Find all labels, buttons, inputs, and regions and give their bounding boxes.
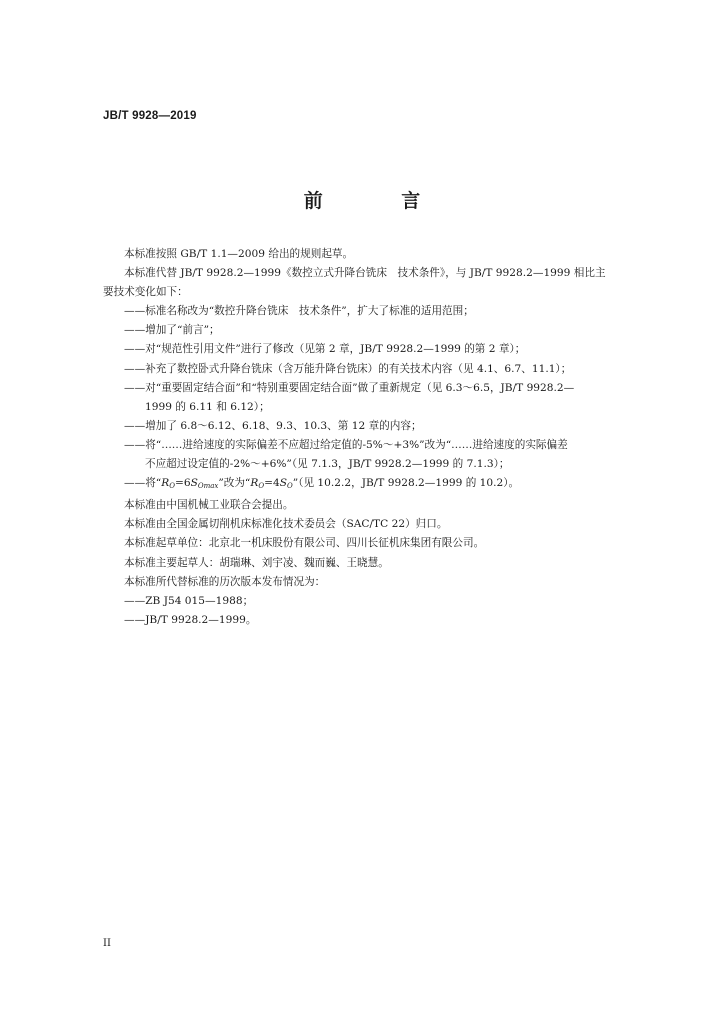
foreword-body: [103, 245, 623, 630]
formula-s2-subscript: O: [286, 482, 293, 491]
formula-r1-subscript: O: [169, 482, 175, 491]
change-item-8-mid: ”改为“: [218, 477, 251, 490]
paragraph-history-intro: 本标准所代替标准的历次版本发布情况为：: [124, 575, 326, 588]
paragraph-drafting-rules: 本标准按照 GB/T 1.1—2009 给出的规则起草。: [124, 248, 354, 260]
formula-r2: R: [250, 477, 259, 490]
change-item-1: ——标准名称改为“数控升降台铣床 技术条件”，扩大了标准的适用范围；: [124, 305, 474, 318]
formula-s1-subscript: Omax: [197, 482, 219, 491]
paragraph-drafters: 本标准主要起草人：胡瑞琳、刘宇凌、魏而巍、王晓慧。: [124, 556, 389, 569]
formula-s1: S: [190, 477, 198, 490]
change-item-8: [103, 474, 623, 496]
standard-code: JB/T 9928—2019: [103, 110, 197, 122]
formula-s2: S: [279, 477, 287, 490]
page-title: 前 言: [303, 190, 457, 212]
change-item-3: ——对“规范性引用文件”进行了修改（见第 2 章，JB/T 9928.2—1999 的第 2 章）；: [124, 343, 526, 356]
change-item-8-prefix: ——将“: [124, 477, 162, 490]
change-item-4: ——补充了数控卧式升降台铣床（含万能升降台铣床）的有关技术内容（见 4.1、6.7、11.1）；: [124, 362, 572, 375]
paragraph-proposed-by: 本标准由中国机械工业联合会提出。: [124, 499, 294, 512]
change-item-5-line1: ——对“重要固定结合面”和“特别重要固定结合面”做了重新规定（见 6.3～6.5，JB/T 9928.2—: [124, 381, 575, 394]
paragraph-drafting-units: 本标准起草单位：北京北一机床股份有限公司、四川长征机床集团有限公司。: [124, 537, 485, 550]
formula-eq1: =6: [174, 477, 191, 490]
paragraph-under-jurisdiction: 本标准由全国金属切削机床标准化技术委员会（SAC/TC 22）归口。: [124, 518, 448, 531]
paragraph-replaces-line2: 要技术变化如下：: [103, 286, 188, 299]
paragraph-replaces-line1: 本标准代替 JB/T 9928.2—1999《数控立式升降台铣床 技术条件》，与 JB/T 9928.2—1999 相比主: [124, 267, 606, 280]
formula-eq2: =4: [264, 477, 280, 490]
formula-r1: R: [161, 477, 170, 490]
change-item-8-suffix: ”（见 10.2.2，JB/T 9928.2—1999 的 10.2）。: [292, 477, 520, 490]
history-item-2: ——JB/T 9928.2—1999。: [124, 613, 257, 626]
change-item-6: ——增加了 6.8～6.12、6.18、9.3、10.3、第 12 章的内容；: [124, 419, 422, 432]
formula-r2-subscript: O: [258, 482, 265, 491]
change-item-2: ——增加了“前言”；: [124, 324, 220, 337]
history-item-1: ——ZB J54 015—1988；: [124, 594, 254, 607]
change-item-5-line2: 1999 的 6.11 和 6.12）；: [145, 400, 270, 413]
change-item-7-line2: 不应超过设定值的-2%～+6%”（见 7.1.3，JB/T 9928.2—1999 的 7.1.3）；: [145, 458, 510, 471]
page-number: II: [103, 938, 111, 949]
change-item-7-line1: ——将“……进给速度的实际偏差不应超过给定值的-5%～+3%”改为“……进给速度的实际偏差: [124, 438, 568, 451]
